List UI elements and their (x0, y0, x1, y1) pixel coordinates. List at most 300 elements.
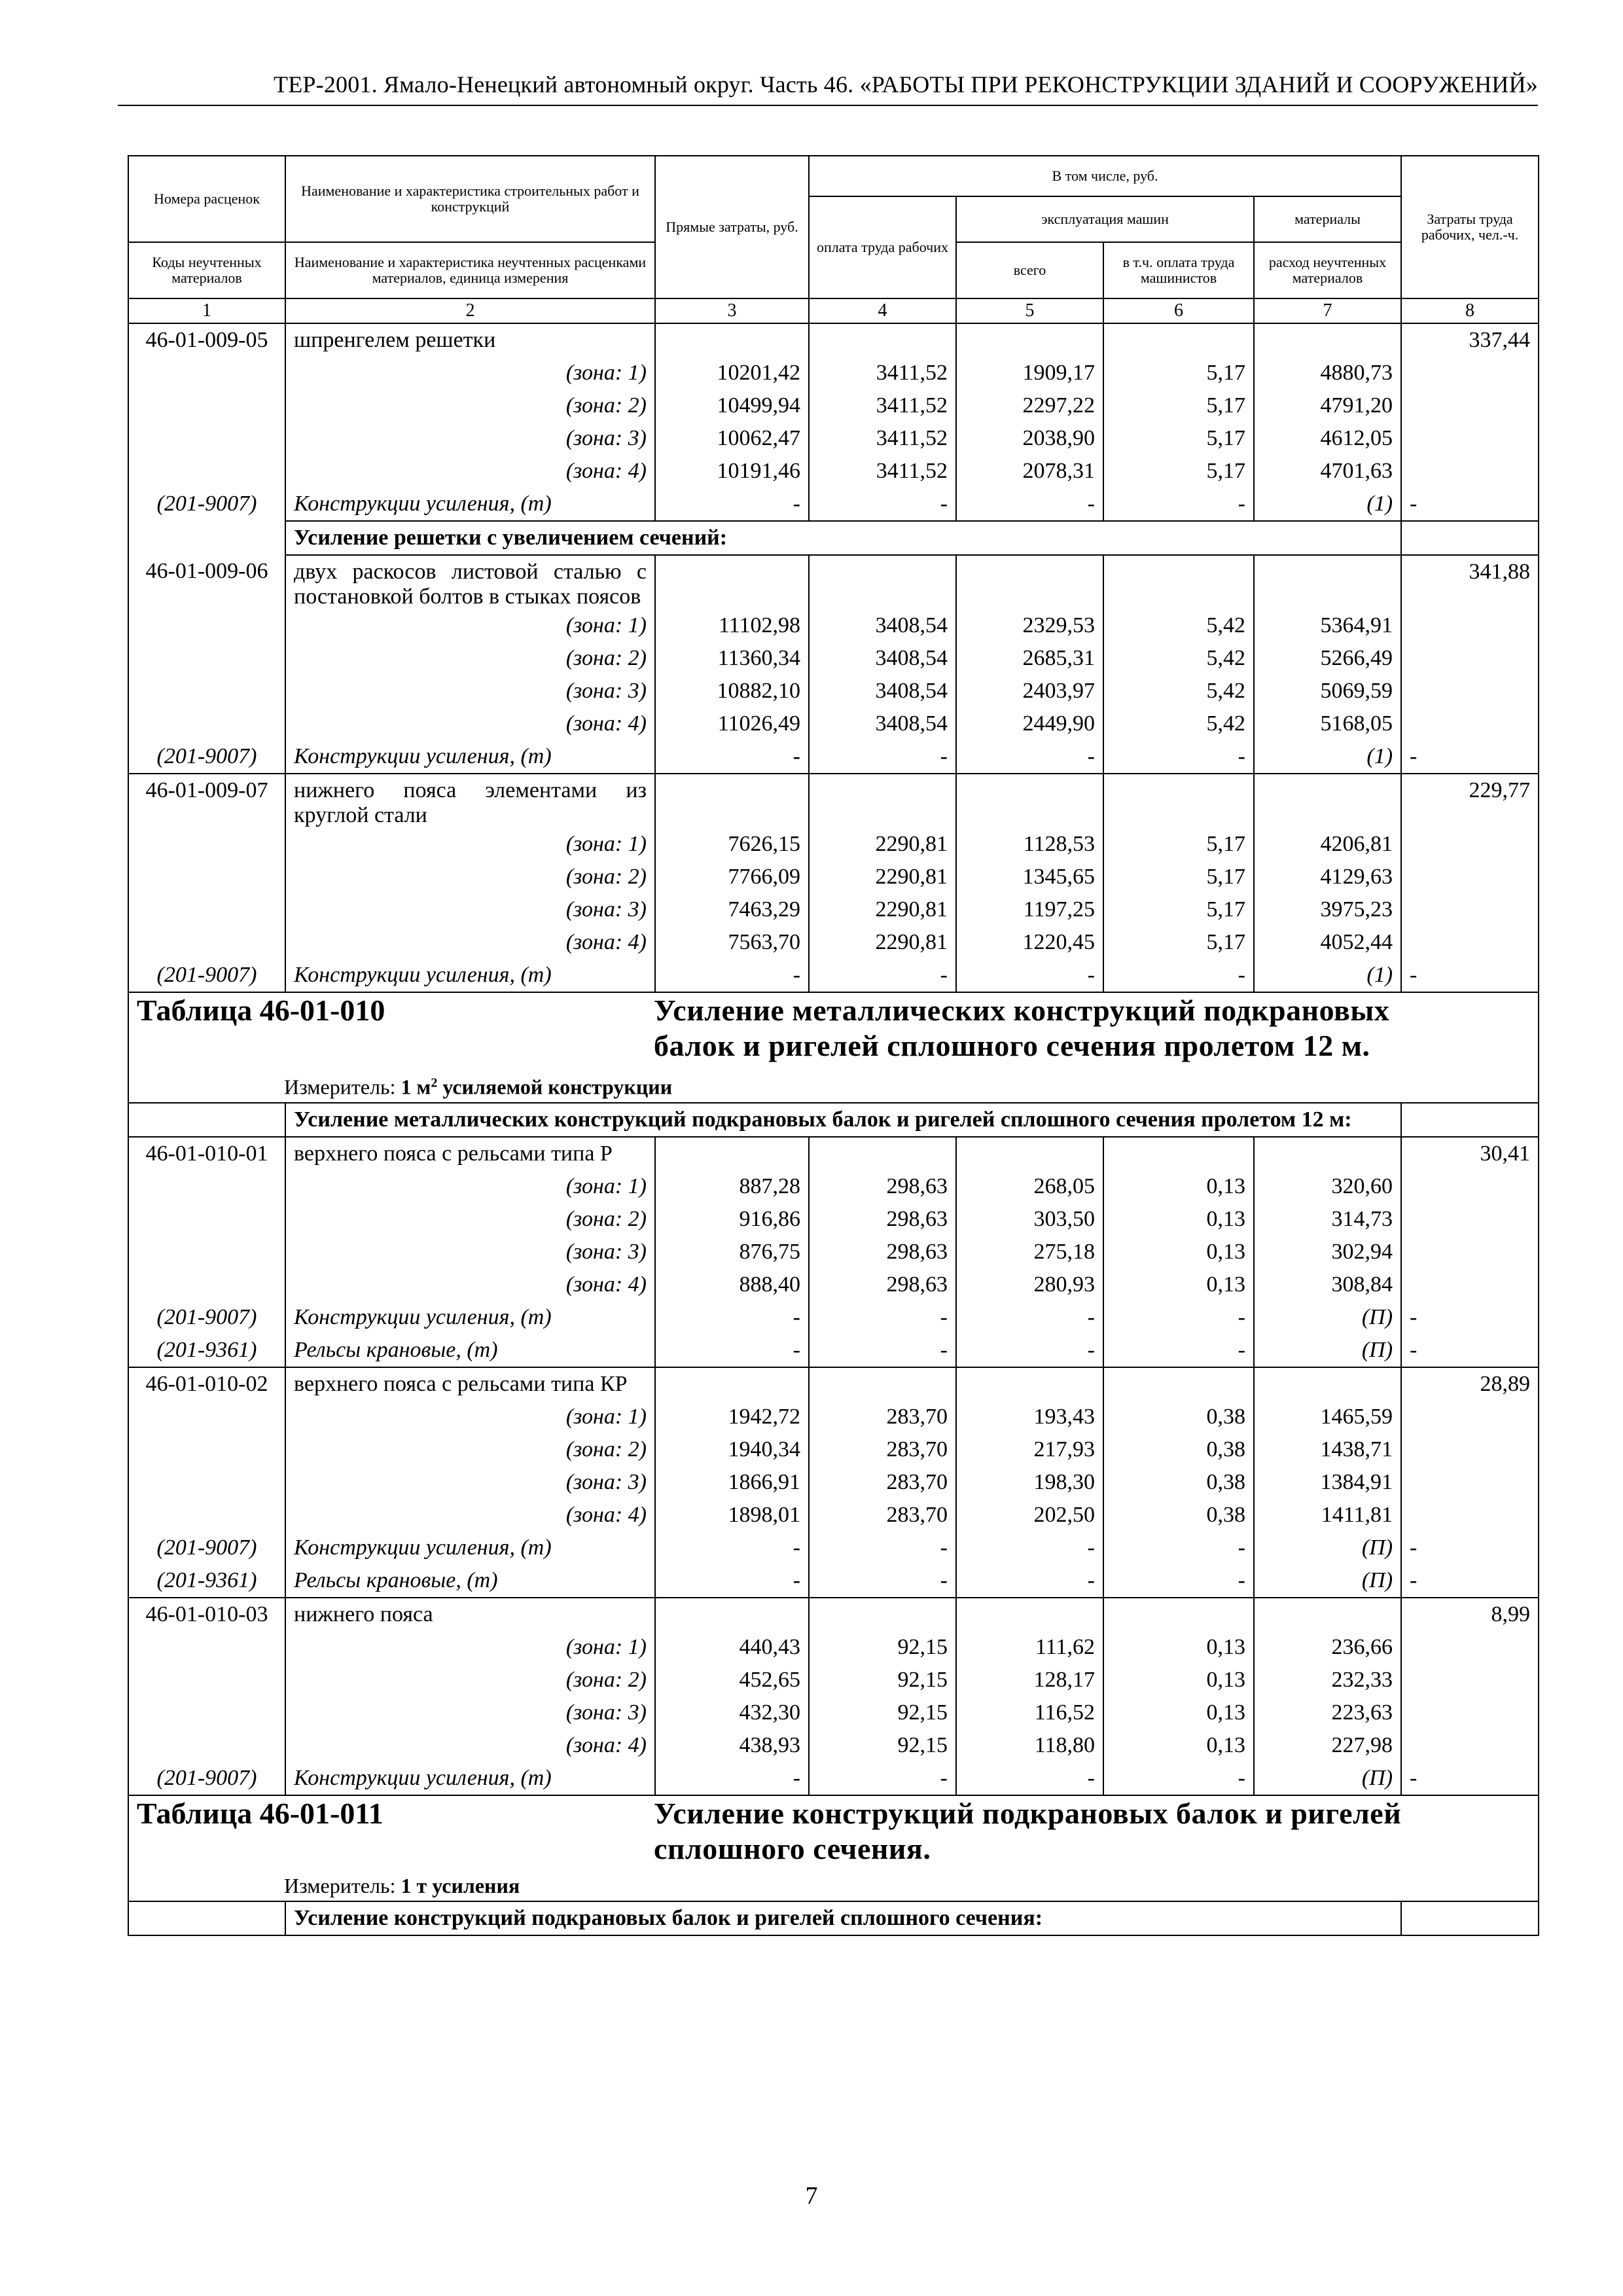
machinist-wage: 5,17 (1103, 357, 1254, 389)
direct-cost: 10191,46 (655, 455, 809, 488)
direct-cost: 1942,72 (655, 1401, 809, 1433)
material-name: Рельсы крановые, (т) (285, 1334, 655, 1367)
machine-cost: 2329,53 (956, 609, 1103, 642)
empty-cell (1103, 555, 1254, 609)
material-cost: 3975,23 (1254, 893, 1401, 926)
empty-cell (1401, 1433, 1539, 1466)
material-value: - (1103, 1532, 1254, 1564)
worker-wage: 3408,54 (809, 675, 956, 708)
zone-row (128, 1236, 1539, 1268)
empty-cell (809, 555, 956, 609)
machinist-wage: 5,17 (1103, 422, 1254, 455)
labor-cost: 341,88 (1401, 555, 1539, 609)
running-header: ТЕР-2001. Ямало-Ненецкий автономный округ. Часть 46. «РАБОТЫ ПРИ РЕКОНСТРУКЦИИ ЗДАНИЙ И СООРУЖЕНИЙ» (274, 71, 1538, 98)
zone-label: (зона: 2) (285, 1203, 655, 1236)
material-cost: 236,66 (1254, 1631, 1401, 1664)
material-value: - (655, 1301, 809, 1334)
direct-cost: 1898,01 (655, 1499, 809, 1532)
worker-wage: 3408,54 (809, 708, 956, 740)
material-consumption: (П) (1254, 1564, 1401, 1598)
zone-row (128, 609, 1539, 642)
zone-label: (зона: 4) (285, 1729, 655, 1762)
worker-wage: 92,15 (809, 1631, 956, 1664)
material-consumption: (П) (1254, 1301, 1401, 1334)
material-value: - (809, 740, 956, 774)
material-cost: 4206,81 (1254, 828, 1401, 861)
empty-cell (655, 1137, 809, 1170)
empty-cell (809, 1367, 956, 1401)
empty-cell (128, 455, 285, 488)
material-value: - (655, 1762, 809, 1795)
table-number: Таблица 46-01-011 (137, 1796, 383, 1830)
material-cost: 1438,71 (1254, 1433, 1401, 1466)
material-value: - (809, 1301, 956, 1334)
material-name: Конструкции усиления, (т) (285, 740, 655, 774)
worker-wage: 298,63 (809, 1170, 956, 1203)
empty-cell (1401, 1664, 1539, 1696)
worker-wage: 3408,54 (809, 642, 956, 675)
machine-cost: 2038,90 (956, 422, 1103, 455)
rate-code: 46-01-009-07 (128, 774, 285, 828)
direct-cost: 452,65 (655, 1664, 809, 1696)
machine-cost: 202,50 (956, 1499, 1103, 1532)
machine-cost: 2403,97 (956, 675, 1103, 708)
labor-cost: 337,44 (1401, 323, 1539, 357)
empty-cell (128, 926, 285, 959)
machinist-wage: 0,13 (1103, 1664, 1254, 1696)
material-value: - (655, 1564, 809, 1598)
material-row (128, 1564, 1539, 1598)
material-name: Конструкции усиления, (т) (285, 1762, 655, 1795)
direct-cost: 887,28 (655, 1170, 809, 1203)
table-46-01-010-heading (128, 992, 1539, 1103)
zone-label: (зона: 4) (285, 455, 655, 488)
zone-row (128, 357, 1539, 389)
material-value: - (1103, 740, 1254, 774)
col-number: 2 (285, 298, 655, 323)
col-number: 6 (1103, 298, 1254, 323)
material-value: - (809, 959, 956, 992)
empty-cell (128, 1170, 285, 1203)
direct-cost: 11102,98 (655, 609, 809, 642)
header-col4: оплата труда рабочих (809, 196, 956, 298)
machine-cost: 280,93 (956, 1268, 1103, 1301)
material-cost: 1411,81 (1254, 1499, 1401, 1532)
material-code: (201-9007) (128, 959, 285, 992)
empty-cell (1103, 1367, 1254, 1401)
material-code: (201-9007) (128, 740, 285, 774)
material-value: - (956, 1532, 1103, 1564)
material-row (128, 1762, 1539, 1795)
empty-cell (809, 774, 956, 828)
machinist-wage: 0,13 (1103, 1729, 1254, 1762)
direct-cost: 10201,42 (655, 357, 809, 389)
material-cost: 302,94 (1254, 1236, 1401, 1268)
work-name: верхнего пояса с рельсами типа Р (285, 1137, 655, 1170)
machine-cost: 1128,53 (956, 828, 1103, 861)
machine-cost: 2685,31 (956, 642, 1103, 675)
direct-cost: 916,86 (655, 1203, 809, 1236)
zone-row (128, 1203, 1539, 1236)
empty-cell (1254, 555, 1401, 609)
machinist-wage: 0,38 (1103, 1433, 1254, 1466)
worker-wage: 283,70 (809, 1401, 956, 1433)
item-46-01-009-05 (128, 323, 1539, 521)
item-46-01-010-03 (128, 1598, 1539, 1795)
item-46-01-009-06 (128, 555, 1539, 774)
material-value: - (1401, 959, 1539, 992)
section-010 (128, 1103, 1539, 1137)
item-46-01-010-02 (128, 1367, 1539, 1598)
zone-row (128, 1268, 1539, 1301)
header-rule (118, 105, 1538, 106)
table-title: Усиление конструкций подкрановых балок и ригелей сплошного сечения. (654, 1796, 1402, 1865)
empty-cell (1103, 774, 1254, 828)
price-table (128, 155, 1539, 1936)
empty-cell (956, 1598, 1103, 1631)
material-row (128, 959, 1539, 992)
rate-code: 46-01-009-06 (128, 555, 285, 609)
item-46-01-009-07 (128, 774, 1539, 992)
header-including: В том числе, руб. (809, 156, 1401, 196)
col-number: 7 (1254, 298, 1401, 323)
empty-cell (128, 422, 285, 455)
machinist-wage: 5,17 (1103, 389, 1254, 422)
empty-cell (128, 1729, 285, 1762)
worker-wage: 298,63 (809, 1268, 956, 1301)
material-name: Рельсы крановые, (т) (285, 1564, 655, 1598)
empty-cell (128, 1664, 285, 1696)
material-value: - (956, 1334, 1103, 1367)
zone-row (128, 1499, 1539, 1532)
material-value: - (655, 959, 809, 992)
item-title-row (128, 1598, 1539, 1631)
direct-cost: 1866,91 (655, 1466, 809, 1499)
empty-cell (128, 708, 285, 740)
section-011 (128, 1901, 1539, 1935)
machinist-wage: 5,42 (1103, 609, 1254, 642)
section-009-06 (128, 521, 1539, 555)
empty-cell (655, 1367, 809, 1401)
measure-value: 1 м (401, 1075, 431, 1099)
worker-wage: 92,15 (809, 1729, 956, 1762)
empty-cell (1401, 1401, 1539, 1433)
worker-wage: 3411,52 (809, 357, 956, 389)
machine-cost: 268,05 (956, 1170, 1103, 1203)
empty-cell (128, 357, 285, 389)
material-value: - (1103, 1301, 1254, 1334)
empty-cell (809, 1598, 956, 1631)
machinist-wage: 5,42 (1103, 642, 1254, 675)
empty-cell (1401, 1268, 1539, 1301)
rate-code: 46-01-010-02 (128, 1367, 285, 1401)
material-cost: 5266,49 (1254, 642, 1401, 675)
empty-cell (128, 1466, 285, 1499)
worker-wage: 2290,81 (809, 893, 956, 926)
machine-cost: 2297,22 (956, 389, 1103, 422)
header-col6: в т.ч. оплата труда машинистов (1103, 242, 1254, 298)
material-cost: 1384,91 (1254, 1466, 1401, 1499)
material-value: - (655, 1334, 809, 1367)
material-code: (201-9007) (128, 1532, 285, 1564)
labor-cost: 229,77 (1401, 774, 1539, 828)
machine-cost: 275,18 (956, 1236, 1103, 1268)
material-cost: 4880,73 (1254, 357, 1401, 389)
material-cost: 1465,59 (1254, 1401, 1401, 1433)
empty-cell (1254, 323, 1401, 357)
material-name: Конструкции усиления, (т) (285, 959, 655, 992)
zone-label: (зона: 3) (285, 675, 655, 708)
material-value: - (655, 740, 809, 774)
zone-row (128, 1401, 1539, 1433)
zone-row (128, 1729, 1539, 1762)
material-consumption: (1) (1254, 740, 1401, 774)
material-cost: 5364,91 (1254, 609, 1401, 642)
header-col3: Прямые затраты, руб. (655, 156, 809, 298)
material-value: - (1103, 1334, 1254, 1367)
direct-cost: 7766,09 (655, 861, 809, 893)
item-title-row (128, 1367, 1539, 1401)
machine-cost: 303,50 (956, 1203, 1103, 1236)
material-cost: 308,84 (1254, 1268, 1401, 1301)
empty-cell (1401, 1236, 1539, 1268)
machine-cost: 198,30 (956, 1466, 1103, 1499)
work-name: шпренгелем решетки (285, 323, 655, 357)
material-code: (201-9007) (128, 488, 285, 521)
zone-label: (зона: 3) (285, 422, 655, 455)
header-materials: материалы (1254, 196, 1401, 242)
direct-cost: 432,30 (655, 1696, 809, 1729)
material-cost: 4052,44 (1254, 926, 1401, 959)
material-row (128, 1334, 1539, 1367)
zone-label: (зона: 2) (285, 1664, 655, 1696)
empty-cell (128, 675, 285, 708)
rate-code: 46-01-009-05 (128, 323, 285, 357)
col-number: 1 (128, 298, 285, 323)
material-value: - (956, 1301, 1103, 1334)
empty-cell (655, 774, 809, 828)
zone-label: (зона: 1) (285, 357, 655, 389)
material-cost: 320,60 (1254, 1170, 1401, 1203)
material-name: Конструкции усиления, (т) (285, 488, 655, 521)
zone-label: (зона: 1) (285, 1170, 655, 1203)
worker-wage: 92,15 (809, 1664, 956, 1696)
direct-cost: 876,75 (655, 1236, 809, 1268)
material-value: - (956, 959, 1103, 992)
material-cost: 5069,59 (1254, 675, 1401, 708)
machine-cost: 2078,31 (956, 455, 1103, 488)
col-number: 8 (1401, 298, 1539, 323)
work-name: верхнего пояса с рельсами типа КР (285, 1367, 655, 1401)
empty-cell (1103, 1137, 1254, 1170)
empty-cell (1401, 1499, 1539, 1532)
zone-label: (зона: 4) (285, 926, 655, 959)
material-name: Конструкции усиления, (т) (285, 1532, 655, 1564)
empty-cell (1401, 642, 1539, 675)
material-value: - (1401, 740, 1539, 774)
zone-label: (зона: 4) (285, 708, 655, 740)
zone-row (128, 675, 1539, 708)
machinist-wage: 0,13 (1103, 1696, 1254, 1729)
direct-cost: 7563,70 (655, 926, 809, 959)
material-value: - (1401, 1532, 1539, 1564)
item-title-row (128, 555, 1539, 609)
empty-cell (1103, 1598, 1254, 1631)
zone-label: (зона: 2) (285, 1433, 655, 1466)
machinist-wage: 0,13 (1103, 1203, 1254, 1236)
material-consumption: (1) (1254, 959, 1401, 992)
item-title-row (128, 1137, 1539, 1170)
empty-cell (1401, 1170, 1539, 1203)
empty-cell (128, 389, 285, 422)
zone-row (128, 1170, 1539, 1203)
zone-label: (зона: 1) (285, 828, 655, 861)
machinist-wage: 5,17 (1103, 893, 1254, 926)
material-value: - (1103, 488, 1254, 521)
material-value: - (1103, 1762, 1254, 1795)
worker-wage: 3408,54 (809, 609, 956, 642)
empty-cell (1401, 455, 1539, 488)
worker-wage: 2290,81 (809, 861, 956, 893)
rate-code: 46-01-010-01 (128, 1137, 285, 1170)
material-cost: 223,63 (1254, 1696, 1401, 1729)
zone-label: (зона: 4) (285, 1499, 655, 1532)
empty-cell (1103, 323, 1254, 357)
direct-cost: 888,40 (655, 1268, 809, 1301)
machine-cost: 193,43 (956, 1401, 1103, 1433)
material-row (128, 1301, 1539, 1334)
zone-row (128, 1466, 1539, 1499)
empty-cell (956, 323, 1103, 357)
zone-row (128, 455, 1539, 488)
zone-row (128, 828, 1539, 861)
empty-cell (1401, 828, 1539, 861)
worker-wage: 3411,52 (809, 455, 956, 488)
material-value: - (809, 1564, 956, 1598)
material-value: - (809, 1762, 956, 1795)
empty-cell (1254, 1598, 1401, 1631)
worker-wage: 3411,52 (809, 389, 956, 422)
machinist-wage: 0,13 (1103, 1268, 1254, 1301)
table-46-01-011-heading (128, 1795, 1539, 1901)
work-name: нижнего пояса (285, 1598, 655, 1631)
machinist-wage: 0,38 (1103, 1499, 1254, 1532)
header-col2-bottom: Наименование и характеристика неучтенных расценками материалов, единица измерения (285, 242, 655, 298)
empty-cell (1401, 1631, 1539, 1664)
zone-label: (зона: 1) (285, 609, 655, 642)
machine-cost: 1197,25 (956, 893, 1103, 926)
header-col1-bottom: Коды неучтенных материалов (128, 242, 285, 298)
labor-cost: 28,89 (1401, 1367, 1539, 1401)
material-value: - (1401, 1564, 1539, 1598)
empty-cell (1401, 357, 1539, 389)
worker-wage: 298,63 (809, 1236, 956, 1268)
col-number: 5 (956, 298, 1103, 323)
measure-value: 1 т усиления (401, 1873, 520, 1897)
direct-cost: 1940,34 (655, 1433, 809, 1466)
machine-cost: 111,62 (956, 1631, 1103, 1664)
zone-label: (зона: 3) (285, 1466, 655, 1499)
empty-cell (128, 1268, 285, 1301)
empty-cell (1401, 893, 1539, 926)
section-title: Усиление решетки с увеличением сечений: (285, 521, 1401, 555)
empty-cell (809, 1137, 956, 1170)
table-measure (137, 1871, 1530, 1901)
header-col8: Затраты труда рабочих, чел.-ч. (1401, 156, 1539, 298)
worker-wage: 92,15 (809, 1696, 956, 1729)
empty-cell (956, 1137, 1103, 1170)
machine-cost: 118,80 (956, 1729, 1103, 1762)
measure-label: Измеритель: (284, 1873, 396, 1897)
material-value: - (1103, 1564, 1254, 1598)
direct-cost: 10882,10 (655, 675, 809, 708)
zone-row (128, 861, 1539, 893)
empty-cell (809, 323, 956, 357)
material-value: - (956, 1762, 1103, 1795)
empty-cell (1401, 926, 1539, 959)
zone-row (128, 389, 1539, 422)
measure-sup: 2 (431, 1075, 438, 1090)
zone-label: (зона: 2) (285, 861, 655, 893)
zone-row (128, 708, 1539, 740)
zone-label: (зона: 1) (285, 1631, 655, 1664)
header-col1-top: Номера расценок (128, 156, 285, 242)
empty-cell (128, 1631, 285, 1664)
machine-cost: 1220,45 (956, 926, 1103, 959)
machinist-wage: 5,17 (1103, 455, 1254, 488)
zone-row (128, 926, 1539, 959)
machinist-wage: 5,17 (1103, 926, 1254, 959)
machinist-wage: 0,13 (1103, 1170, 1254, 1203)
header-col5: всего (956, 242, 1103, 298)
worker-wage: 283,70 (809, 1433, 956, 1466)
empty-cell (1401, 609, 1539, 642)
empty-cell (1401, 1203, 1539, 1236)
labor-cost: 8,99 (1401, 1598, 1539, 1631)
worker-wage: 283,70 (809, 1466, 956, 1499)
empty-cell (128, 1433, 285, 1466)
empty-cell (128, 1499, 285, 1532)
empty-cell (1401, 1696, 1539, 1729)
material-value: - (1401, 1301, 1539, 1334)
empty-cell (128, 1236, 285, 1268)
worker-wage: 298,63 (809, 1203, 956, 1236)
empty-cell (655, 1598, 809, 1631)
table-measure (137, 1067, 1530, 1102)
zone-label: (зона: 2) (285, 389, 655, 422)
material-value: - (1401, 1762, 1539, 1795)
material-value: - (809, 1532, 956, 1564)
material-cost: 227,98 (1254, 1729, 1401, 1762)
empty-cell (128, 893, 285, 926)
empty-cell (128, 828, 285, 861)
zone-label: (зона: 2) (285, 642, 655, 675)
zone-row (128, 1433, 1539, 1466)
work-name: нижнего пояса элементами из круглой стали (285, 774, 655, 828)
header-machines: эксплуатация машин (956, 196, 1254, 242)
direct-cost: 438,93 (655, 1729, 809, 1762)
worker-wage: 2290,81 (809, 926, 956, 959)
material-name: Конструкции усиления, (т) (285, 1301, 655, 1334)
material-code: (201-9361) (128, 1564, 285, 1598)
work-name: двух раскосов листовой сталью с постановкой болтов в стыках поясов (285, 555, 655, 609)
material-value: - (655, 488, 809, 521)
section-title: Усиление конструкций подкрановых балок и ригелей сплошного сечения: (285, 1901, 1401, 1935)
zone-row (128, 422, 1539, 455)
empty-cell (128, 861, 285, 893)
item-46-01-010-01 (128, 1137, 1539, 1367)
material-cost: 4701,63 (1254, 455, 1401, 488)
